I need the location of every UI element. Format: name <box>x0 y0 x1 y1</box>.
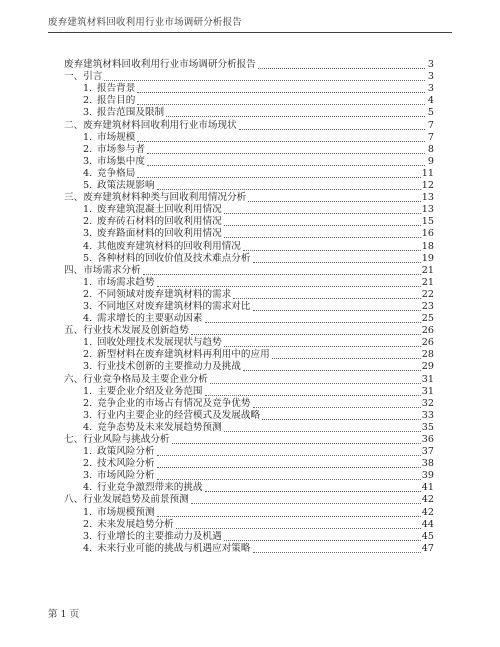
toc-entry-title: 不同地区对废弃建筑材料的需求对比 <box>97 300 251 312</box>
toc-entry-page-number: 35 <box>421 421 434 433</box>
toc-dot-leader <box>224 225 421 226</box>
toc-dot-leader <box>233 298 420 299</box>
toc-entry[interactable] <box>64 192 434 204</box>
toc-dot-leader <box>224 431 421 432</box>
toc-entry-number: 3. <box>83 409 93 421</box>
toc-entry-title: 报告目的 <box>97 95 136 107</box>
toc-entry-page-number: 38 <box>421 458 434 470</box>
toc-dot-leader <box>147 153 425 154</box>
toc-entry-number: 1. <box>83 276 93 288</box>
toc-entry[interactable] <box>64 446 434 458</box>
toc-entry[interactable] <box>64 168 434 180</box>
toc-entry-page-number: 29 <box>421 361 434 373</box>
toc-entry-page-number: 45 <box>421 530 434 542</box>
toc-dot-leader <box>147 165 425 166</box>
toc-entry-title: 行业技术创新的主要推动力及挑战 <box>97 361 241 373</box>
toc-dot-leader <box>157 479 421 480</box>
toc-dot-leader <box>253 310 421 311</box>
toc-entry-number: 3. <box>83 107 93 119</box>
toc-entry[interactable] <box>64 458 434 470</box>
toc-entry-number: 1. <box>83 204 93 216</box>
toc-entry[interactable] <box>64 301 434 313</box>
toc-dot-leader <box>176 528 421 529</box>
toc-entry-number: 2. <box>83 397 93 409</box>
toc-entry-page-number: 25 <box>421 313 434 325</box>
toc-entry-title: 竞争态势及未来发展趋势预测 <box>97 421 222 433</box>
toc-entry[interactable] <box>64 325 434 337</box>
toc-entry-title: 引言 <box>83 71 103 83</box>
toc-entry-number: 3. <box>83 300 93 312</box>
toc-entry-title: 市场规模预测 <box>97 506 155 518</box>
toc-dot-leader <box>210 383 421 384</box>
toc-entry[interactable] <box>64 543 434 555</box>
toc-dot-leader <box>239 129 425 130</box>
toc-entry[interactable] <box>64 531 434 543</box>
toc-entry-title: 行业竞争激烈带来的挑战 <box>97 482 203 494</box>
toc-entry-title: 废弃建筑材料回收利用行业市场调研分析报告 <box>64 59 256 71</box>
toc-entry-number: 4. <box>83 167 93 179</box>
toc-entry-page-number: 36 <box>421 434 434 445</box>
toc-entry-title: 技术风险分析 <box>97 458 155 470</box>
toc-dot-leader <box>157 467 421 468</box>
toc-entry-page-number: 42 <box>421 494 434 506</box>
toc-entry-title: 市场集中度 <box>97 155 145 167</box>
toc-entry[interactable] <box>64 470 434 482</box>
toc-entry[interactable] <box>64 253 434 265</box>
toc-dot-leader <box>205 491 421 492</box>
toc-entry-number: 4. <box>83 421 93 433</box>
toc-entry-page-number: 42 <box>421 506 434 518</box>
toc-entry-number: 五、 <box>64 325 84 337</box>
toc-dot-leader <box>137 141 425 142</box>
toc-entry-number: 3. <box>83 470 93 482</box>
toc-entry-page-number: 22 <box>421 288 434 300</box>
toc-entry[interactable] <box>64 204 434 216</box>
toc-entry-title: 竞争格局 <box>97 167 136 179</box>
toc-entry-page-number: 16 <box>421 228 434 240</box>
page-number-footer: 第 1 页 <box>48 609 80 620</box>
toc-entry[interactable] <box>64 107 434 119</box>
toc-entry-number: 3. <box>83 361 93 373</box>
toc-dot-leader <box>191 503 421 504</box>
toc-entry-title: 回收处理技术发展现状与趋势 <box>97 337 222 349</box>
toc-entry-number: 3. <box>83 530 93 542</box>
toc-entry-number: 2. <box>83 518 93 530</box>
toc-dot-leader <box>157 286 421 287</box>
toc-entry-page-number: 37 <box>421 446 434 458</box>
toc-entry-page-number: 3 <box>427 59 434 71</box>
toc-entry-page-number: 11 <box>421 167 434 179</box>
toc-entry[interactable] <box>64 482 434 494</box>
toc-entry-number: 七、 <box>64 434 84 445</box>
toc-dot-leader <box>224 237 421 238</box>
toc-dot-leader <box>191 334 421 335</box>
toc-dot-leader <box>205 322 421 323</box>
toc-entry-number: 二、 <box>64 119 84 131</box>
toc-entry-page-number: 33 <box>421 409 434 421</box>
toc-entry[interactable] <box>64 361 434 373</box>
toc-dot-leader <box>272 358 421 359</box>
toc-entry[interactable] <box>64 519 434 531</box>
toc-entry-page-number: 7 <box>427 131 434 143</box>
toc-entry-page-number: 32 <box>421 397 434 409</box>
toc-entry-page-number: 47 <box>421 542 434 554</box>
toc-entry-page-number: 4 <box>427 95 434 107</box>
toc-entry-page-number: 8 <box>427 143 434 155</box>
toc-entry-number: 四、 <box>64 264 84 276</box>
toc-entry-number: 2. <box>83 349 93 361</box>
toc-entry-number: 1. <box>83 83 93 95</box>
toc-entry[interactable] <box>64 422 434 434</box>
toc-entry-number: 三、 <box>64 192 84 204</box>
toc-entry[interactable] <box>64 156 434 168</box>
toc-dot-leader <box>157 455 421 456</box>
toc-entry[interactable] <box>64 373 434 385</box>
toc-entry-title: 各种材料的回收价值及技术难点分析 <box>97 252 251 264</box>
toc-dot-leader <box>166 116 425 117</box>
toc-entry-title: 市场风险分析 <box>97 470 155 482</box>
toc-entry-number: 1. <box>83 506 93 518</box>
toc-entry[interactable] <box>64 337 434 349</box>
toc-dot-leader <box>104 80 425 81</box>
toc-entry-title: 主要企业介绍及业务范围 <box>97 385 203 397</box>
toc-entry-number: 2. <box>83 95 93 107</box>
toc-entry[interactable] <box>64 144 434 156</box>
toc-entry-page-number: 26 <box>421 337 434 349</box>
toc-entry[interactable] <box>64 95 434 107</box>
toc-entry[interactable] <box>64 71 434 83</box>
toc-dot-leader <box>224 346 421 347</box>
toc-entry-page-number: 7 <box>427 119 434 131</box>
toc-dot-leader <box>253 407 421 408</box>
toc-dot-leader <box>157 189 421 190</box>
toc-entry-title: 政策法规影响 <box>97 180 155 192</box>
toc-entry-page-number: 26 <box>421 325 434 337</box>
toc-entry-title: 未来发展趋势分析 <box>97 518 174 530</box>
toc-entry-page-number: 15 <box>421 216 434 228</box>
header-divider <box>48 32 452 33</box>
toc-entry-title: 废弃砖石材料的回收利用情况 <box>97 216 222 228</box>
toc-entry-title: 行业技术发展及创新趋势 <box>83 325 189 337</box>
toc-entry[interactable] <box>64 434 434 446</box>
toc-entry-number: 2. <box>83 216 93 228</box>
toc-entry-number: 4. <box>83 482 93 494</box>
toc-dot-leader <box>224 540 421 541</box>
table-of-contents <box>64 59 434 555</box>
toc-entry[interactable] <box>64 180 434 192</box>
toc-dot-leader <box>253 262 421 263</box>
toc-entry-title: 行业风险与挑战分析 <box>83 434 170 445</box>
toc-entry-page-number: 23 <box>421 300 434 312</box>
toc-entry-number: 5. <box>83 180 93 192</box>
toc-entry-number: 一、 <box>64 71 84 83</box>
toc-entry-title: 行业发展趋势及前景预测 <box>83 494 189 506</box>
toc-entry-number: 4. <box>83 313 93 325</box>
toc-entry-number: 1. <box>83 446 93 458</box>
toc-entry-title: 废弃建筑混凝土回收利用情况 <box>97 204 222 216</box>
toc-entry[interactable] <box>64 228 434 240</box>
toc-entry-number: 1. <box>83 131 93 143</box>
toc-dot-leader <box>137 92 425 93</box>
toc-entry-number: 1. <box>83 337 93 349</box>
toc-entry-page-number: 31 <box>421 385 434 397</box>
toc-dot-leader <box>172 443 421 444</box>
toc-entry-page-number: 19 <box>421 252 434 264</box>
toc-entry-title: 行业内主要企业的经营模式及发展战略 <box>97 409 261 421</box>
toc-entry-page-number: 41 <box>421 482 434 494</box>
toc-entry[interactable] <box>64 119 434 131</box>
toc-entry-title: 政策风险分析 <box>97 446 155 458</box>
toc-entry-title: 报告背景 <box>97 83 136 95</box>
toc-entry[interactable] <box>64 240 434 252</box>
toc-entry-page-number: 39 <box>421 470 434 482</box>
toc-entry[interactable] <box>64 132 434 144</box>
toc-entry-number: 六、 <box>64 373 84 385</box>
toc-entry-title: 竞争企业的市场占有情况及竞争优势 <box>97 397 251 409</box>
toc-entry-title: 市场参与者 <box>97 143 145 155</box>
toc-entry[interactable] <box>64 398 434 410</box>
toc-entry-number: 4. <box>83 542 93 554</box>
toc-entry-number: 1. <box>83 385 93 397</box>
toc-entry-page-number: 13 <box>421 192 434 204</box>
toc-entry-title: 不同领域对废弃建筑材料的需求 <box>97 288 232 300</box>
toc-entry-number: 3. <box>83 155 93 167</box>
toc-entry-page-number: 18 <box>421 240 434 252</box>
toc-entry-page-number: 31 <box>421 373 434 385</box>
toc-entry-title: 市场规模 <box>97 131 136 143</box>
toc-dot-leader <box>253 552 421 553</box>
toc-dot-leader <box>157 516 421 517</box>
toc-entry-page-number: 3 <box>427 71 434 83</box>
toc-entry-number: 2. <box>83 143 93 155</box>
toc-entry-title: 报告范围及限制 <box>97 107 165 119</box>
toc-entry[interactable] <box>64 313 434 325</box>
toc-entry-page-number: 3 <box>427 83 434 95</box>
toc-dot-leader <box>143 274 421 275</box>
toc-entry[interactable] <box>64 216 434 228</box>
toc-dot-leader <box>137 104 425 105</box>
toc-entry-title: 市场需求分析 <box>83 264 141 276</box>
toc-entry-title: 其他废弃建筑材料的回收利用情况 <box>97 240 241 252</box>
toc-entry-title: 行业竞争格局及主要企业分析 <box>83 373 208 385</box>
toc-entry-number: 5. <box>83 252 93 264</box>
running-header: 废弃建筑材料回收利用行业市场调研分析报告 <box>48 17 243 28</box>
toc-dot-leader <box>262 419 421 420</box>
toc-entry[interactable] <box>64 506 434 518</box>
toc-dot-leader <box>137 177 420 178</box>
toc-entry-page-number: 13 <box>421 204 434 216</box>
toc-entry[interactable] <box>64 59 434 71</box>
toc-entry-page-number: 5 <box>427 107 434 119</box>
toc-entry-title: 市场需求趋势 <box>97 276 155 288</box>
toc-entry[interactable] <box>64 410 434 422</box>
toc-entry[interactable] <box>64 494 434 506</box>
toc-dot-leader <box>243 370 421 371</box>
toc-entry-page-number: 44 <box>421 518 434 530</box>
toc-dot-leader <box>243 250 421 251</box>
toc-entry-title: 废弃建筑材料种类与回收利用情况分析 <box>83 192 247 204</box>
toc-entry[interactable] <box>64 83 434 95</box>
toc-entry-page-number: 12 <box>421 180 434 192</box>
toc-entry-title: 废弃建筑材料回收利用行业市场现状 <box>83 119 237 131</box>
toc-entry-page-number: 9 <box>427 155 434 167</box>
toc-dot-leader <box>248 201 421 202</box>
toc-entry[interactable] <box>64 277 434 289</box>
toc-dot-leader <box>258 68 425 69</box>
toc-dot-leader <box>205 395 421 396</box>
toc-entry-number: 2. <box>83 288 93 300</box>
toc-entry-title: 需求增长的主要驱动因素 <box>97 313 203 325</box>
toc-entry-page-number: 21 <box>421 276 434 288</box>
toc-entry[interactable] <box>64 289 434 301</box>
toc-entry-title: 未来行业可能的挑战与机遇应对策略 <box>97 542 251 554</box>
toc-entry-number: 八、 <box>64 494 84 506</box>
toc-entry-title: 废弃路面材料的回收利用情况 <box>97 228 222 240</box>
toc-entry-title: 新型材料在废弃建筑材料再利用中的应用 <box>97 349 270 361</box>
toc-entry-number: 4. <box>83 240 93 252</box>
toc-entry-title: 行业增长的主要推动力及机遇 <box>97 530 222 542</box>
toc-entry-page-number: 28 <box>421 349 434 361</box>
toc-entry-number: 2. <box>83 458 93 470</box>
toc-entry[interactable] <box>64 265 434 277</box>
toc-entry[interactable] <box>64 386 434 398</box>
toc-entry-page-number: 21 <box>421 264 434 276</box>
toc-entry-number: 3. <box>83 228 93 240</box>
toc-entry[interactable] <box>64 349 434 361</box>
toc-dot-leader <box>224 213 421 214</box>
